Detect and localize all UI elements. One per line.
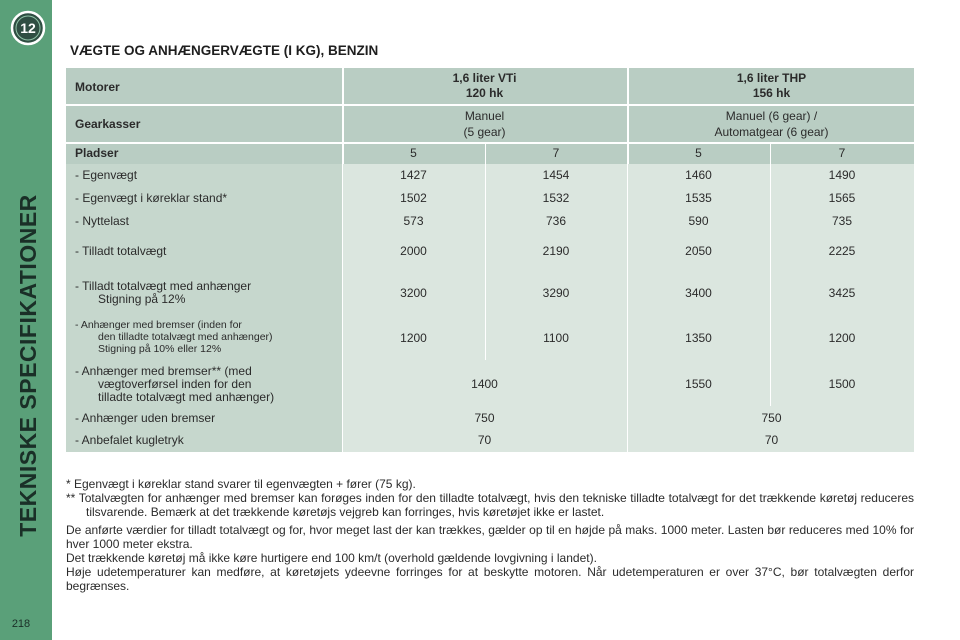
table-cell: 3425 — [828, 286, 856, 300]
table-cell: 1500 — [828, 377, 856, 391]
table-cell: 3400 — [685, 286, 712, 300]
row-label: - Egenvægt — [75, 168, 138, 182]
seats-value: 5 — [410, 146, 417, 160]
note-paragraph: De anførte værdier for tilladt totalvægt og for, hvor meget last der kan trækkes, gælder op til en højde på maks. 1000 meter. Lasten bør reduceres med 10% for hver 1000 meter ekstra. — [66, 523, 914, 551]
column-divider — [342, 164, 343, 452]
table-cell: 70 — [764, 433, 779, 447]
table-cell: 1200 — [828, 331, 856, 345]
row-label-column-bg — [66, 164, 342, 452]
table-cell: 1350 — [685, 331, 712, 345]
table-cell: 1490 — [828, 168, 856, 182]
row-label: - Nyttelast — [75, 214, 130, 228]
row-label: - Anhænger med bremser (inden for — [75, 319, 242, 331]
seats-label: Pladser — [75, 146, 119, 160]
gearbox-1-line1: Manuel — [464, 109, 505, 123]
gearbox-label: Gearkasser — [75, 117, 141, 131]
table-cell: 590 — [688, 214, 709, 228]
table-cell: 1100 — [543, 331, 569, 345]
row-label: - Anbefalet kugletryk — [75, 433, 184, 447]
row-label: Stigning på 10% eller 12% — [98, 343, 222, 355]
table-cell: 1454 — [542, 168, 570, 182]
table-cell: 70 — [477, 433, 492, 447]
row-divider — [66, 104, 914, 106]
table-cell: 1565 — [828, 191, 856, 205]
table-cell: 3200 — [400, 286, 427, 300]
note-paragraph: Høje udetemperaturer kan medføre, at køretøjets ydeevne forringes for at beskytte motoren. Når udetemperaturen er over 37°C, bør totalvægten derfor begrænses. — [66, 565, 914, 593]
column-divider — [770, 144, 771, 406]
chapter-number: 12 — [20, 20, 36, 36]
row-label: - Egenvægt i køreklar stand* — [75, 191, 228, 205]
table-cell: 573 — [403, 214, 424, 228]
page-title: VÆGTE OG ANHÆNGERVÆGTE (I KG), BENZIN — [70, 43, 379, 58]
row-divider — [66, 142, 914, 144]
table-cell: 3290 — [542, 286, 570, 300]
chapter-badge — [10, 10, 46, 46]
gearbox-2-line2: Automatgear (6 gear) — [714, 125, 829, 139]
table-cell: 1532 — [542, 191, 570, 205]
table-cell: 1460 — [685, 168, 712, 182]
table-cell: 2225 — [828, 244, 856, 258]
engine-2-name: 1,6 liter THP — [736, 71, 807, 85]
table-cell: 1550 — [685, 377, 712, 391]
table-cell: 1400 — [471, 377, 498, 391]
table-cell: 736 — [545, 214, 567, 228]
table-cell: 1427 — [400, 168, 427, 182]
table-cell: 2050 — [685, 244, 712, 258]
engine-2-power: 156 hk — [752, 86, 791, 100]
page-number: 218 — [0, 614, 42, 634]
table-cell: 750 — [474, 411, 495, 425]
row-label: den tilladte totalvægt med anhænger) — [98, 331, 273, 343]
footnote-2: ** Totalvægten for anhænger med bremser kan forøges inden for den tilladte totalvægt, hvis den tekniske tilladte totalvægt for det trækkende køretøj reduceres tilsvarende. Bemærk at det trækkende køretøjs vejgreb kan forringes, hvis køretøjet ikke er lastet. — [66, 491, 914, 519]
row-label: Stigning på 12% — [98, 292, 186, 306]
sidebar-title: TEKNISKE SPECIFIKATIONER — [14, 193, 41, 537]
seats-value: 5 — [695, 146, 702, 160]
footnote-1: * Egenvægt i køreklar stand svarer til egenvægten + fører (75 kg). — [66, 477, 416, 491]
row-label: tilladte totalvægt med anhænger) — [98, 390, 275, 404]
table-cell: 2000 — [400, 244, 427, 258]
motor-label: Motorer — [75, 80, 120, 94]
weights-table — [66, 68, 914, 452]
note-paragraph: Det trækkende køretøj må ikke køre hurtigere end 100 km/t (overhold gældende lovgivning i landet). — [66, 551, 597, 565]
seats-value: 7 — [838, 146, 846, 160]
sidebar — [0, 0, 52, 640]
table-cell: 1535 — [685, 191, 712, 205]
table-cell: 1200 — [400, 331, 427, 345]
table-cell: 750 — [761, 411, 782, 425]
table-cell: 1502 — [400, 191, 427, 205]
seats-value: 7 — [552, 146, 560, 160]
table-cell: 2190 — [542, 244, 570, 258]
row-label: vægtoverførsel inden for den — [98, 377, 252, 391]
notes — [66, 477, 914, 593]
row-label: - Tilladt totalvægt med anhænger — [75, 279, 252, 293]
row-label: - Anhænger uden bremser — [75, 411, 216, 425]
row-label: - Tilladt totalvægt — [75, 244, 167, 258]
gearbox-1-line2: (5 gear) — [463, 125, 506, 139]
table-cell: 735 — [831, 214, 853, 228]
engine-1-power: 120 hk — [465, 86, 504, 100]
engine-1-name: 1,6 liter VTi — [452, 71, 517, 85]
row-label: - Anhænger med bremser** (med — [75, 364, 252, 378]
gearbox-2-line1: Manuel (6 gear) / — [725, 109, 818, 123]
